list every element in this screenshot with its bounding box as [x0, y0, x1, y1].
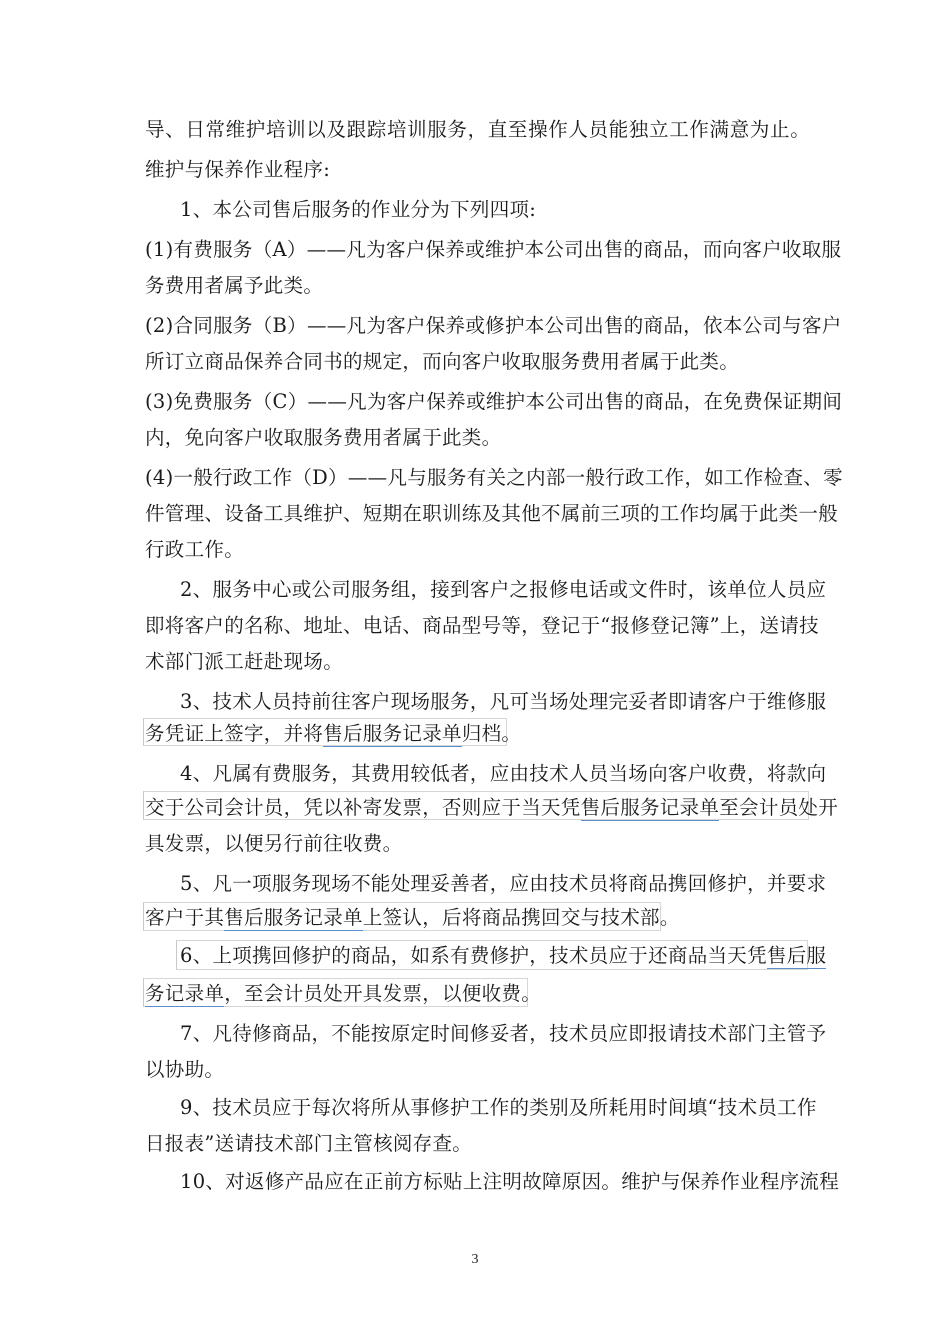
paragraph-line: 导、日常维护培训以及跟踪培训服务，直至操作人员能独立工作满意为止。 [145, 118, 810, 141]
text-span: 至会计员处开 [719, 796, 839, 819]
record-form-link[interactable]: 售后服务记录单 [323, 722, 462, 745]
paragraph-line: 7、凡待修商品，不能按原定时间修妥者，技术员应即报请技术部门主管予 [180, 1022, 827, 1045]
paragraph-line: (3)免费服务（C）——凡为客户保养或维护本公司出售的商品，在免费保证期间 [145, 390, 843, 413]
section-heading: 维护与保养作业程序: [145, 158, 331, 181]
paragraph-line [145, 900, 810, 936]
paragraph-line: 9、技术员应于每次将所从事修护工作的类别及所耗用时间填“技术员工作 [180, 1096, 817, 1119]
text-span: ，至会计员处开具发票，以便收费。 [224, 982, 542, 1005]
paragraph-line: 3、技术人员持前往客户现场服务，凡可当场处理完妥者即请客户于维修服 [180, 690, 827, 713]
text-span: 上签认，后将商品携回交与技术部。 [362, 906, 680, 929]
page-number: 3 [471, 1252, 479, 1267]
record-form-link[interactable]: 务记录单 [145, 982, 225, 1005]
paragraph-line: 2、服务中心或公司服务组，接到客户之报修电话或文件时，该单位人员应 [180, 578, 827, 601]
record-form-link[interactable]: 售后服务记录单 [580, 796, 720, 819]
paragraph-line [145, 790, 839, 826]
paragraph-line: 具发票，以便另行前往收费。 [145, 832, 403, 855]
text-span: 6、上项携回修护的商品，如系有费修护，技术员应于还商品当天凭 [180, 944, 767, 967]
text-span: 交于公司会计员，凭以补寄发票，否则应于当天凭 [145, 796, 581, 819]
paragraph-line: 内，免向客户收取服务费用者属于此类。 [145, 426, 502, 449]
record-form-link[interactable]: 售后服 [766, 944, 827, 967]
paragraph-line: 所订立商品保养合同书的规定，而向客户收取服务费用者属于此类。 [145, 350, 740, 373]
paragraph-line [145, 976, 810, 1012]
paragraph-line: 1、本公司售后服务的作业分为下列四项: [180, 198, 537, 221]
paragraph-line: 以协助。 [145, 1058, 225, 1081]
text-span: 归档。 [461, 722, 522, 745]
paragraph-line: 即将客户的名称、地址、电话、商品型号等，登记于“报修登记簿”上，送请技 [145, 614, 819, 637]
paragraph-line [145, 716, 810, 752]
paragraph-line: 日报表”送请技术部门主管核阅存查。 [145, 1132, 473, 1155]
record-form-link[interactable]: 售后服务记录单 [224, 906, 363, 929]
paragraph-line [180, 938, 827, 974]
text-span: 客户于其 [145, 906, 225, 929]
paragraph-line: 5、凡一项服务现场不能处理妥善者，应由技术员将商品携回修护，并要求 [180, 872, 827, 895]
paragraph-line: 行政工作。 [145, 538, 245, 561]
paragraph-line: (1)有费服务（A）——凡为客户保养或维护本公司出售的商品，而向客户收取服 [145, 238, 842, 261]
text-span: 务凭证上签字，并将 [145, 722, 324, 745]
paragraph-line: 务费用者属予此类。 [145, 274, 324, 297]
paragraph-line: 4、凡属有费服务，其费用较低者，应由技术人员当场向客户收费，将款向 [180, 762, 827, 785]
paragraph-line: 10、对返修产品应在正前方标贴上注明故障原因。维护与保养作业程序流程 [180, 1170, 840, 1193]
paragraph-line: 件管理、设备工具维护、短期在职训练及其他不属前三项的工作均属于此类一般 [145, 502, 839, 525]
paragraph-line: (2)合同服务（B）——凡为客户保养或修护本公司出售的商品，依本公司与客户 [145, 314, 842, 337]
paragraph-line: 术部门派工赶赴现场。 [145, 650, 344, 673]
paragraph-line: (4)一般行政工作（D）——凡与服务有关之内部一般行政工作，如工作检查、零 [145, 466, 843, 489]
